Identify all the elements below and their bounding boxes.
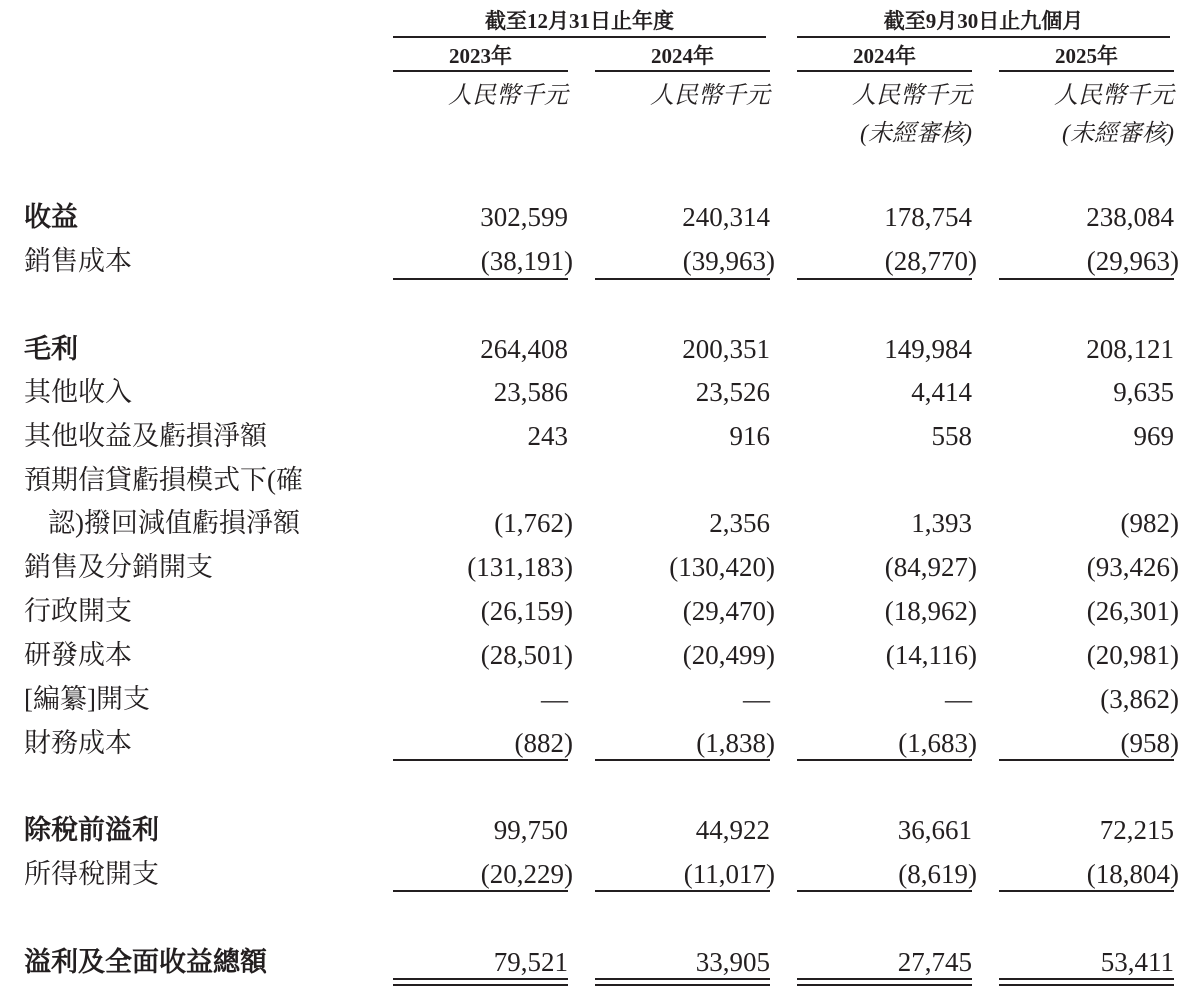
column-header-2024: 2024年 xyxy=(595,42,770,72)
column-header-2023: 2023年 xyxy=(393,42,568,72)
column-header-2024-nine-months: 2024年 xyxy=(797,42,972,72)
row-label-admin-expenses: 行政開支 xyxy=(24,596,132,626)
table-cell: (982) xyxy=(1120,508,1179,538)
row-label-rnd-costs: 研發成本 xyxy=(24,640,132,670)
total-double-rule xyxy=(999,978,1174,986)
table-cell: 44,922 xyxy=(695,815,770,845)
row-label-listing-expenses: [編纂]開支 xyxy=(24,684,150,714)
table-cell: — xyxy=(945,684,972,714)
table-cell: (1,838) xyxy=(696,728,775,758)
unit-label: 人民幣千元 xyxy=(650,83,770,109)
table-cell: 1,393 xyxy=(911,508,972,538)
total-double-rule xyxy=(797,978,972,986)
table-cell: (20,229) xyxy=(480,859,573,889)
table-cell: (29,470) xyxy=(682,596,775,626)
table-cell: 72,215 xyxy=(1099,815,1174,845)
table-cell: (3,862) xyxy=(1100,684,1179,714)
row-label-finance-costs: 財務成本 xyxy=(24,728,132,758)
table-cell: 2,356 xyxy=(709,508,770,538)
table-cell: — xyxy=(743,684,770,714)
table-cell: (93,426) xyxy=(1086,552,1179,582)
row-label-gross-profit: 毛利 xyxy=(24,334,78,364)
subtotal-rule xyxy=(999,759,1174,761)
table-cell: (26,301) xyxy=(1086,596,1179,626)
table-cell: (84,927) xyxy=(884,552,977,582)
table-cell: 240,314 xyxy=(682,202,770,232)
subtotal-rule xyxy=(393,890,568,892)
unit-label: 人民幣千元 xyxy=(448,83,568,109)
unaudited-note: (未經審核) xyxy=(860,121,972,147)
table-cell: 33,905 xyxy=(695,947,770,977)
column-header-2025-nine-months: 2025年 xyxy=(999,42,1174,72)
table-cell: (1,762) xyxy=(494,508,573,538)
table-cell: (958) xyxy=(1120,728,1179,758)
row-label-profit-before-tax: 除稅前溢利 xyxy=(24,815,159,845)
table-cell: (28,501) xyxy=(480,640,573,670)
table-cell: 558 xyxy=(931,421,972,451)
table-cell: 36,661 xyxy=(897,815,972,845)
row-label-cost-of-sales: 銷售成本 xyxy=(24,246,132,276)
table-cell: 264,408 xyxy=(480,334,568,364)
subtotal-rule xyxy=(393,759,568,761)
row-label-income-tax: 所得稅開支 xyxy=(24,859,159,889)
table-cell: 53,411 xyxy=(1100,947,1174,977)
table-cell: (29,963) xyxy=(1086,246,1179,276)
subtotal-rule xyxy=(999,890,1174,892)
table-cell: (131,183) xyxy=(467,552,573,582)
table-cell: (20,499) xyxy=(682,640,775,670)
table-cell: 23,586 xyxy=(493,377,568,407)
table-cell: (18,962) xyxy=(884,596,977,626)
table-cell: 9,635 xyxy=(1113,377,1174,407)
unit-label: 人民幣千元 xyxy=(852,83,972,109)
table-cell: (14,116) xyxy=(885,640,977,670)
table-cell: (882) xyxy=(514,728,573,758)
subtotal-rule xyxy=(595,890,770,892)
table-cell: 149,984 xyxy=(884,334,972,364)
table-cell: (20,981) xyxy=(1086,640,1179,670)
table-cell: 302,599 xyxy=(480,202,568,232)
subtotal-rule xyxy=(797,890,972,892)
row-label-selling-expenses: 銷售及分銷開支 xyxy=(24,552,213,582)
table-cell: 916 xyxy=(729,421,770,451)
table-cell: 23,526 xyxy=(695,377,770,407)
row-label-other-income: 其他收入 xyxy=(24,377,132,407)
table-cell: 99,750 xyxy=(493,815,568,845)
table-cell: 178,754 xyxy=(884,202,972,232)
unaudited-note: (未經審核) xyxy=(1062,121,1174,147)
table-cell: 200,351 xyxy=(682,334,770,364)
row-label-other-gains-losses: 其他收益及虧損淨額 xyxy=(24,421,267,451)
table-cell: 208,121 xyxy=(1086,334,1174,364)
table-cell: 243 xyxy=(527,421,568,451)
total-double-rule xyxy=(595,978,770,986)
table-cell: (26,159) xyxy=(480,596,573,626)
unit-label: 人民幣千元 xyxy=(1054,83,1174,109)
table-cell: (11,017) xyxy=(683,859,775,889)
table-cell: (39,963) xyxy=(682,246,775,276)
subtotal-rule xyxy=(595,278,770,280)
table-cell: (28,770) xyxy=(884,246,977,276)
table-cell: 4,414 xyxy=(911,377,972,407)
total-double-rule xyxy=(393,978,568,986)
table-cell: (18,804) xyxy=(1086,859,1179,889)
table-cell: 238,084 xyxy=(1086,202,1174,232)
table-cell: (8,619) xyxy=(898,859,977,889)
group-header-year-ended: 截至12月31日止年度 xyxy=(393,6,766,38)
table-cell: (1,683) xyxy=(898,728,977,758)
row-label-revenue: 收益 xyxy=(24,202,78,232)
table-cell: 79,521 xyxy=(493,947,568,977)
subtotal-rule xyxy=(393,278,568,280)
subtotal-rule xyxy=(595,759,770,761)
row-label-total-profit: 溢利及全面收益總額 xyxy=(24,947,267,977)
table-cell: (130,420) xyxy=(669,552,775,582)
table-cell: 969 xyxy=(1133,421,1174,451)
table-cell: 27,745 xyxy=(897,947,972,977)
subtotal-rule xyxy=(999,278,1174,280)
row-label-impairment: 預期信貸虧損模式下(確 xyxy=(24,465,303,495)
subtotal-rule xyxy=(797,759,972,761)
subtotal-rule xyxy=(797,278,972,280)
table-cell: — xyxy=(541,684,568,714)
row-label-impairment-cont: 認)撥回減值虧損淨額 xyxy=(48,508,300,538)
table-cell: (38,191) xyxy=(480,246,573,276)
group-header-nine-months: 截至9月30日止九個月 xyxy=(797,6,1170,38)
